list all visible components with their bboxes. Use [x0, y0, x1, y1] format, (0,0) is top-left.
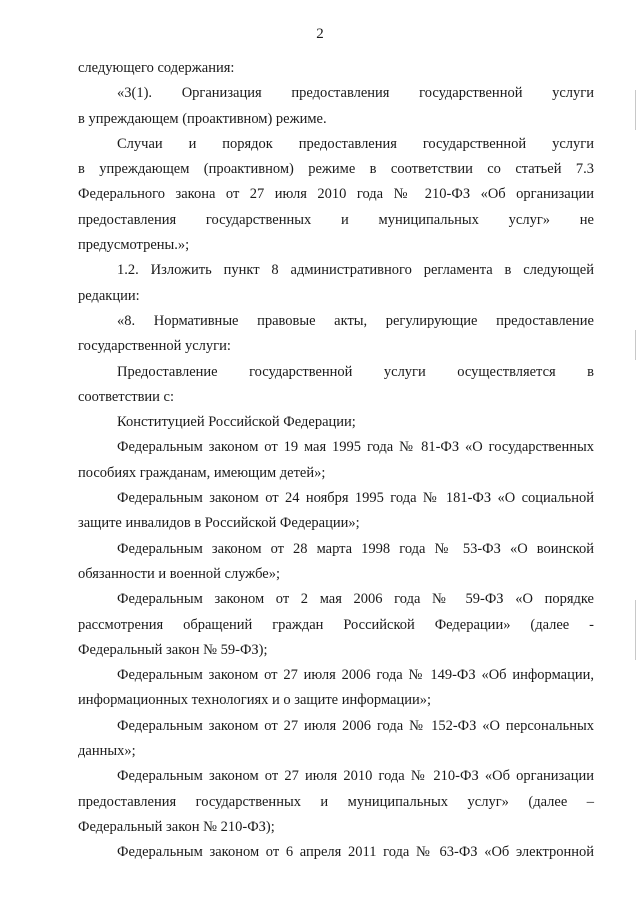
text-line: рассмотрения обращений граждан Российской Федерации» (далее -: [78, 616, 594, 633]
text-line: данных»;: [78, 743, 136, 760]
scan-edge-mark: [635, 330, 636, 360]
text-line: Федеральным законом от 27 июля 2006 года № 149-ФЗ «Об информации,: [117, 667, 594, 684]
scan-edge-mark: [635, 600, 636, 660]
text-line: информационных технологиях и о защите информации»;: [78, 692, 432, 709]
text-line: пособиях гражданам, имеющим детей»;: [78, 464, 326, 481]
text-line: Федеральный закон № 59-ФЗ);: [78, 641, 268, 658]
text-line: Федеральным законом от 19 мая 1995 года № 81-ФЗ «О государственных: [117, 439, 594, 456]
text-line: обязанности и военной службе»;: [78, 565, 280, 582]
text-line: Конституцией Российской Федерации;: [117, 414, 356, 431]
document-body: [78, 56, 594, 866]
scan-edge-mark: [635, 90, 636, 130]
text-line: следующего содержания:: [78, 60, 235, 76]
text-line: 1.2. Изложить пункт 8 административного регламента в следующей: [117, 262, 594, 279]
text-line: соответствии с:: [78, 388, 175, 405]
text-line: Федеральным законом от 6 апреля 2011 года № 63-ФЗ «Об электронной: [117, 844, 594, 861]
text-line: Федеральным законом от 24 ноября 1995 года № 181-ФЗ «О социальной: [117, 490, 594, 507]
text-line: Федеральным законом от 27 июля 2010 года № 210-ФЗ «Об организации: [117, 768, 594, 785]
text-line: редакции:: [78, 287, 140, 304]
text-line: предоставления государственных и муниципальных услуг» (далее –: [78, 793, 594, 810]
text-line: Федеральным законом от 27 июля 2006 года № 152-ФЗ «О персональных: [117, 717, 594, 734]
text-line: государственной услуги:: [78, 338, 231, 355]
text-line: Федеральным законом от 2 мая 2006 года № 59-ФЗ «О порядке: [117, 591, 594, 608]
text-line: в упреждающем (проактивном) режиме.: [78, 110, 327, 127]
text-line: защите инвалидов в Российской Федерации»;: [78, 515, 360, 532]
text-line: Предоставление государственной услуги осуществляется в: [117, 363, 594, 380]
text-line: предоставления государственных и муниципальных услуг» не: [78, 211, 594, 228]
text-line: в упреждающем (проактивном) режиме в соответствии со статьей 7.3: [78, 161, 594, 178]
text-line: Федеральный закон № 210-ФЗ);: [78, 818, 275, 835]
text-line: «3(1). Организация предоставления государственной услуги: [117, 85, 594, 102]
text-line: Федеральным законом от 28 марта 1998 года № 53-ФЗ «О воинской: [117, 540, 594, 557]
text-line: «8. Нормативные правовые акты, регулирующие предоставление: [117, 312, 594, 329]
text-line: предусмотрены.»;: [78, 237, 190, 254]
text-line: Случаи и порядок предоставления государственной услуги: [117, 135, 594, 152]
text-line: Федерального закона от 27 июля 2010 года № 210-ФЗ «Об организации: [78, 186, 594, 203]
page-number: 2: [316, 26, 324, 42]
